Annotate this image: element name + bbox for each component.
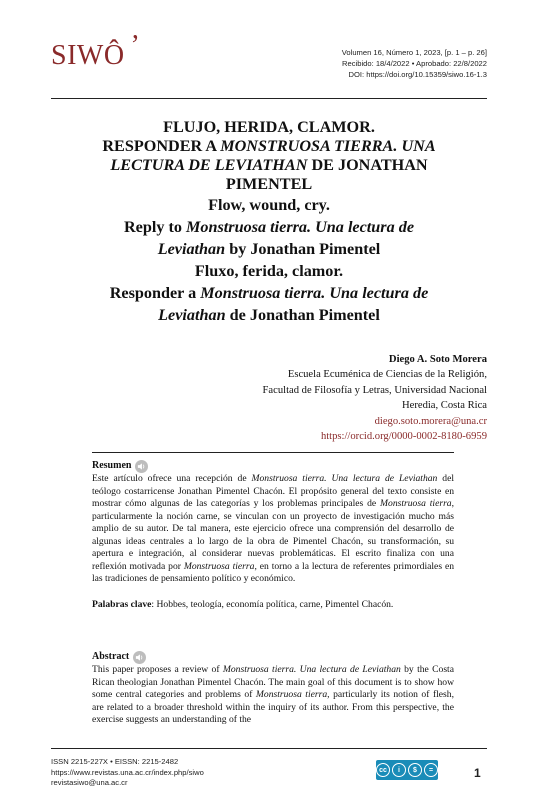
title-pt-line1: Fluxo, ferida, clamor. [194,262,344,280]
issn: ISSN 2215-227X • EISSN: 2215-2482 [51,757,179,766]
footer-info [51,757,204,789]
nd-icon: = [424,763,438,777]
speaker-icon[interactable] [133,651,146,664]
resumen-section [92,460,454,611]
title-en-line1: Flow, wound, cry. [208,196,330,214]
keywords: Palabras clave: Hobbes, teología, economía política, carne, Pimentel Chacón. [92,598,394,610]
abstract-divider [92,452,454,453]
title-en-line2: Reply to Monstruosa tierra. Una lectura de [123,218,415,236]
title-es-line3: LECTURA DE LEVIATHAN DE JONATHAN [110,156,428,174]
journal-logo: SIWÔ ’ [51,30,141,71]
author-email[interactable]: diego.soto.morera@una.cr [374,415,487,427]
abstract-title: Abstract [92,651,130,663]
cc-license-badge[interactable] [376,760,438,780]
author-name: Diego A. Soto Morera [388,354,487,365]
volume-info: Volumen 16, Número 1, 2023, [p. 1 – p. 26] [341,48,487,57]
cc-icon: cc [376,763,390,777]
affiliation-line2: Facultad de Filosofía y Letras, Universidad Nacional [262,384,487,396]
doi-line: DOI: https://doi.org/10.15359/siwo.16-1.3 [348,70,487,79]
page-number: 1 [474,766,481,780]
abstract-text: This paper proposes a review of Monstruosa tierra. Una lectura de Leviathan by the Costa Rican theologian Jonathan Pimentel Chacón. The main goal of this document is to show how some central categories and problems of Monstruosa tierra, particularly its notion of flesh, are related to a broader threshold within the inquiry of its author. From this perspective, the exercise suggests an understanding of the [92,664,454,725]
journal-url[interactable]: https://www.revistas.una.ac.cr/index.php/siwo [51,767,204,777]
affiliation-line1: Escuela Ecuménica de Ciencias de la Religión, [287,369,487,381]
author-block [167,352,487,444]
journal-email[interactable]: revistasiwo@una.ac.cr [51,778,128,788]
publication-info [227,47,487,80]
title-es-line2: RESPONDER A MONSTRUOSA TIERRA. UNA [102,137,436,155]
doi-link[interactable]: https://doi.org/10.15359/siwo.16-1.3 [366,70,487,79]
affiliation-line3: Heredia, Costa Rica [401,400,487,412]
title-es-line4: PIMENTEL [225,175,313,193]
abstract-section [92,651,454,727]
by-icon: i [392,763,406,777]
title-en-line3: Leviathan by Jonathan Pimentel [157,240,381,258]
title-pt-line3: Leviathan de Jonathan Pimentel [158,306,380,324]
header-divider [51,98,487,99]
title-pt-line2: Responder a Monstruosa tierra. Una lectura de [109,284,429,302]
title-es-line1: FLUJO, HERIDA, CLAMOR. [163,118,375,136]
dates-info: Recibido: 18/4/2022 • Aprobado: 22/8/2022 [342,59,487,68]
footer-divider [51,748,487,749]
speaker-icon[interactable] [135,460,148,473]
article-titles [51,118,487,326]
author-orcid[interactable]: https://orcid.org/0000-0002-8180-6959 [320,431,487,443]
nc-icon: $ [408,763,422,777]
resumen-title: Resumen [92,460,132,472]
resumen-text: Este artículo ofrece una recepción de Monstruosa tierra. Una lectura de Leviathan del teólogo costarricense Jonathan Pimentel Chacón. El propósito general del texto consiste en mostrar cómo algunas de las categorías y los problemas principales de Monstruosa tierra, particularmente la noción carne, se vinculan con un proyecto de investigación mucho más amplio de su autor. De tal manera, este ejercicio ofrece una comprensión del desarrollo de algunas ideas centrales a lo largo de la obra de Pimentel Chacón, su transformación, su apertura e integración, al considerar nuevas problemáticas. El escrito finaliza con una reflexión motivada por Monstruosa tierra, en torno a la lectura de referentes primordiales en las tradiciones de pensamiento político y económico. [92,473,455,584]
